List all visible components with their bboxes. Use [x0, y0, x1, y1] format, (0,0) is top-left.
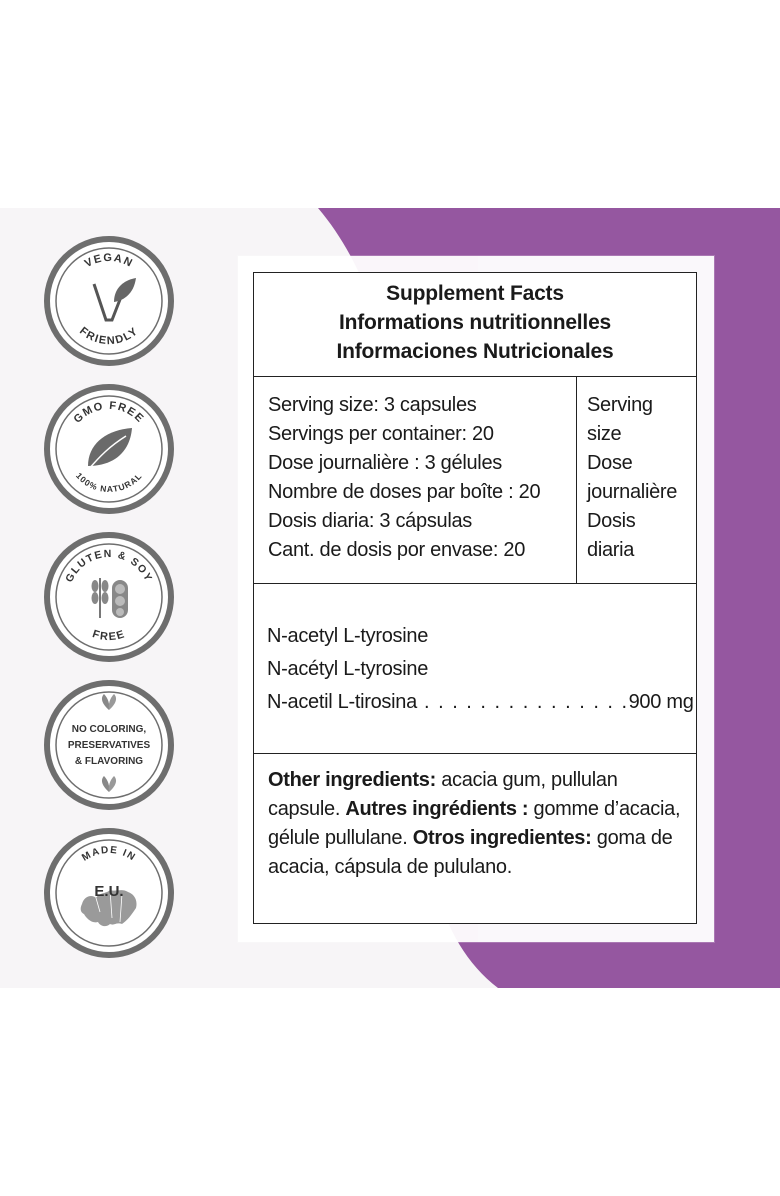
no-coloring-line3: & FLAVORING: [74, 756, 144, 767]
other-text-es: goma de acacia, cápsula de pululano.: [268, 827, 673, 878]
no-coloring-line2: PRESERVATIVES: [67, 740, 151, 751]
other-ingredients: [254, 754, 696, 882]
vegan-friendly-badge: [44, 236, 174, 366]
gluten-badge-bottom: FREE: [90, 628, 128, 644]
badge-column: [44, 236, 178, 976]
ingredient-name-fr: N-acétyl L-tyrosine: [267, 658, 429, 680]
serving-line: Dosis diaria: 3 cápsulas: [268, 510, 473, 532]
supplement-facts-table: [253, 272, 697, 924]
other-label-en: Other ingredients:: [268, 769, 436, 791]
facts-title-fr: Informations nutritionnelles: [338, 311, 612, 334]
gmo-badge-bottom: 100% NATURAL: [73, 470, 145, 495]
other-text-fr: gomme d’acacia, gélule pullulane.: [268, 798, 681, 849]
ingredient-row: [267, 686, 696, 719]
serving-line: Servings per container: 20: [268, 423, 494, 445]
no-coloring-badge: [44, 680, 174, 810]
made-in-badge-center: E.U.: [94, 883, 124, 900]
other-text-en: acacia gum, pullulan capsule.: [268, 769, 618, 820]
serving-line: Cant. de dosis por envase: 20: [268, 539, 526, 561]
serving-column-label: Dosis: [587, 510, 636, 532]
serving-column-label: Serving: [587, 394, 653, 416]
facts-title-es: Informaciones Nutricionales: [336, 340, 614, 363]
serving-column-label: size: [587, 423, 622, 445]
ingredient-amount: 900 mg: [628, 691, 694, 713]
other-label-es: Otros ingredientes:: [412, 827, 592, 849]
serving-line: Dose journalière : 3 gélules: [268, 452, 502, 474]
gluten-soy-free-badge: [44, 532, 174, 662]
serving-info: [254, 377, 577, 583]
ingredient-name-en: N-acetyl L-tyrosine: [267, 625, 429, 647]
ingredient-name-es: N-acetil L-tirosina: [267, 691, 417, 713]
serving-line: Nombre de doses par boîte : 20: [268, 481, 541, 503]
gmo-free-badge: [44, 384, 174, 514]
serving-column-label: diaria: [587, 539, 635, 561]
no-coloring-line1: NO COLORING,: [71, 724, 147, 735]
facts-title-en: Supplement Facts: [386, 282, 564, 305]
gmo-badge-top: GMO FREE: [71, 399, 147, 426]
gluten-badge-top: GLUTEN & SOY: [63, 547, 155, 585]
active-ingredient-section: [254, 584, 696, 754]
dot-leader: . . . . . . . . . . . . . . .: [416, 691, 629, 713]
serving-column-label: journalière: [587, 481, 678, 503]
serving-column-label: Dose: [587, 452, 633, 474]
made-in-badge-top: MADE IN: [80, 844, 138, 864]
facts-header: [254, 273, 696, 377]
serving-section: [254, 377, 696, 584]
other-label-fr: Autres ingrédients :: [345, 798, 529, 820]
vegan-badge-top: VEGAN: [82, 251, 136, 271]
vegan-badge-bottom: FRIENDLY: [77, 324, 141, 348]
serving-line: Serving size: 3 capsules: [268, 394, 477, 416]
made-in-eu-badge: [44, 828, 174, 958]
serving-header-column: [577, 377, 696, 583]
